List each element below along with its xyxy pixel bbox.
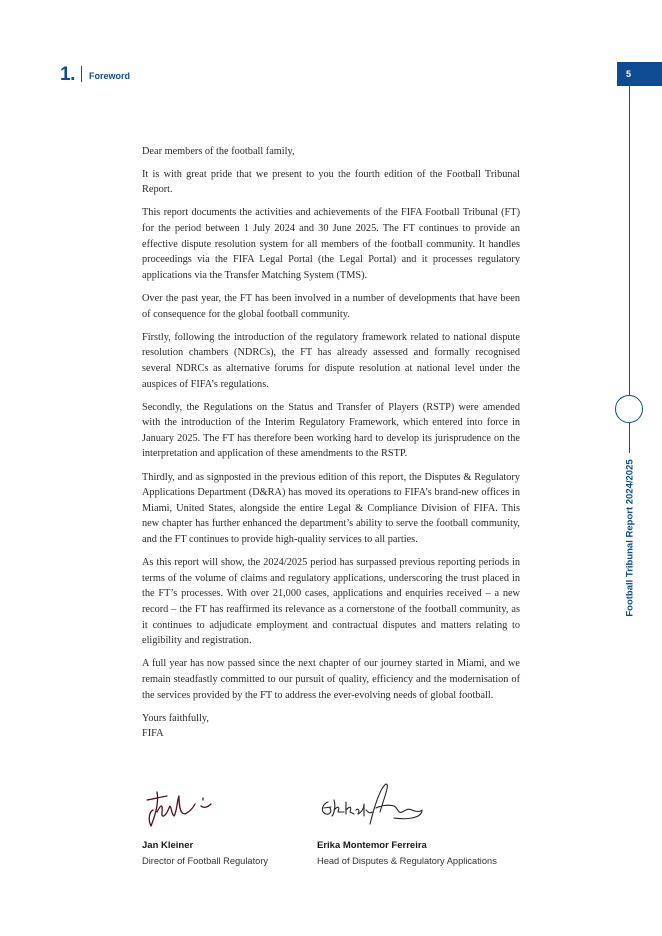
section-label: Foreword — [89, 71, 131, 81]
signature-erika-montemor-ferreira — [318, 778, 428, 838]
letter-paragraph: It is with great pride that we present to you the fourth edition of the Football Tribunal Report. — [142, 168, 520, 196]
sidebar-circle-marker — [615, 395, 643, 423]
section-number: 1. — [60, 64, 75, 85]
closing-phrase: Yours faithfully, — [142, 712, 209, 724]
signatory-role: Head of Disputes & Regulatory Applications — [317, 856, 497, 866]
section-divider — [81, 66, 82, 82]
letter-paragraph: Firstly, following the introduction of the regulatory framework related to national dispute resolution chambers (NDRCs), the FT has already assessed and formally recognised several NDRCs as alternative forums for dispute resolution at national level under the auspices of FIFA’s regulations. — [142, 331, 520, 390]
letter-body — [142, 144, 520, 742]
letter-greeting: Dear members of the football family, — [142, 146, 295, 157]
closing-organisation: FIFA — [142, 728, 164, 740]
signatory-name: Erika Montemor Ferreira — [317, 840, 427, 851]
letter-paragraph: As this report will show, the 2024/2025 period has surpassed previous reporting periods in terms of the volume of claims and regulatory applications, underscoring the trust placed in the FT’s processes. With over 21,000 cases, applications and enquiries received – a new record – the FT has reaffirmed its relevance as a cornerstone of the football community, as it continues to adjudicate employment and contractual disputes and matters relating to eligibility and registration. — [142, 557, 520, 647]
signatory-role: Director of Football Regulatory — [142, 856, 269, 866]
letter-paragraph: Thirdly, and as signposted in the previous edition of this report, the Disputes & Regulatory Applications Department (D&RA) has moved its operations to FIFA’s brand-new offices in Miami, United States, alongside the entire Legal & Compliance Division of FIFA. This new chapter has further enhanced the department’s ability to serve the football community, and the FT continues to provide high-quality services to all parties. — [142, 471, 520, 546]
page-number-tab: 5 — [617, 62, 662, 86]
letter-paragraph: Secondly, the Regulations on the Status and Transfer of Players (RSTP) were amended with the introduction of the Interim Regulatory Framework, which entered into force in January 2025. The FT has therefore been working hard to develop its jurisprudence on the interpretation and application of these amendments to the RSTP. — [142, 401, 520, 460]
letter-paragraph: This report documents the activities and achievements of the FIFA Football Tribunal (FT) for the period between 1 July 2024 and 30 June 2025. The FT continues to provide an effective dispute resolution system for all members of the football community. It handles proceedings via the FIFA Legal Portal (the Legal Portal) and it processes regulatory applications via the Transfer Matching System (TMS). — [142, 207, 520, 281]
sidebar-rule-bottom — [629, 423, 630, 453]
signatory-name: Jan Kleiner — [142, 840, 194, 851]
sidebar-rule-top — [629, 86, 630, 396]
report-title-vertical: Football Tribunal Report 2024/2025 — [624, 459, 636, 617]
letter-closing — [142, 711, 520, 742]
letter-paragraph: Over the past year, the FT has been involved in a number of developments that have been of consequence for the global football community. — [142, 292, 520, 320]
signature-jan-kleiner — [143, 782, 215, 834]
letter-paragraph: A full year has now passed since the next chapter of our journey started in Miami, and we remain steadfastly committed to our pursuit of quality, efficiency and the modernisation of the services provided by the FT to address the ever-evolving needs of global football. — [142, 658, 520, 701]
